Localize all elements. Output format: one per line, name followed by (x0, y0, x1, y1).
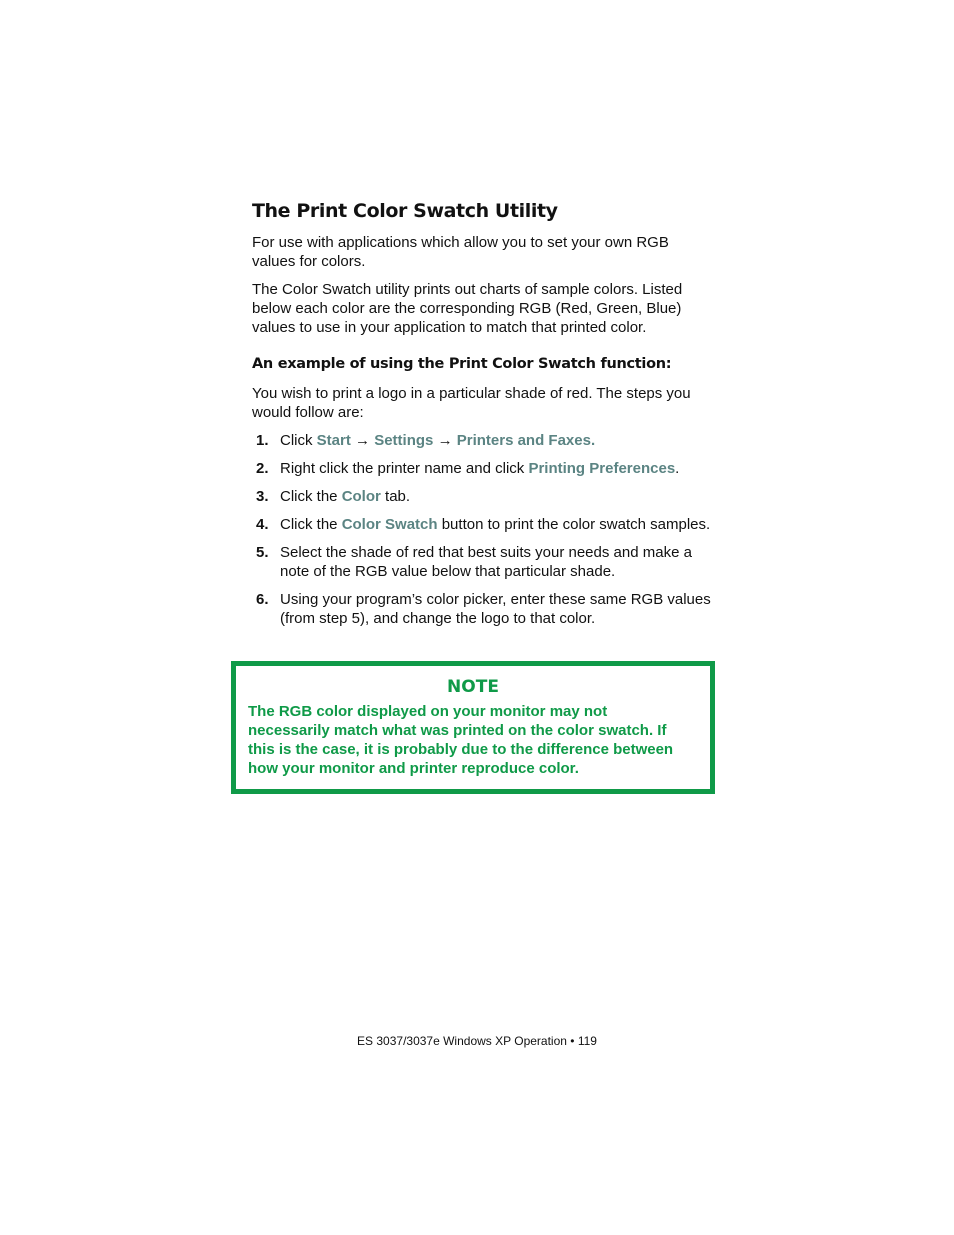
intro-paragraph-2: The Color Swatch utility prints out charts of sample colors. Listed below each color are the corresponding RGB (Red, Green, Blue) values to use in your application to match that printed color. (252, 281, 683, 336)
note-title: NOTE (447, 677, 499, 697)
arrow-icon: → (437, 432, 453, 449)
page-footer: ES 3037/3037e Windows XP Operation • 119 (357, 1034, 597, 1048)
note-body: The RGB color displayed on your monitor may not necessarily match what was printed on the color swatch. If this is the case, it is probably due to the difference between how your monitor and printer reproduce color. (248, 703, 674, 777)
step-text: Click the (280, 488, 342, 505)
step-item-5 (252, 543, 716, 581)
ui-label-color-swatch: Color Swatch (341, 516, 438, 533)
step-item-2 (252, 459, 716, 478)
ui-label-printers-and-faxes: Printers and Faxes. (456, 432, 596, 449)
step-number: 1. (256, 432, 269, 449)
ui-label-color: Color (341, 488, 381, 505)
step-text: Click (280, 432, 317, 449)
step-number: 6. (256, 591, 269, 608)
steps-list (252, 431, 716, 628)
intro-paragraph-1: For use with applications which allow you to set your own RGB values for colors. (252, 234, 669, 270)
ui-label-settings: Settings (374, 432, 434, 449)
ui-label-start: Start (316, 432, 351, 449)
step-item-4 (252, 515, 716, 534)
example-subheading: An example of using the Print Color Swatch function: (252, 356, 672, 372)
step-text-end: . (675, 460, 680, 477)
ui-label-printing-preferences: Printing Preferences (528, 460, 676, 477)
step-item-3 (252, 487, 716, 506)
arrow-icon: → (355, 432, 371, 449)
step-text: Using your program’s color picker, enter these same RGB values (from step 5), and change the logo to that color. (280, 591, 711, 627)
example-intro-paragraph: You wish to print a logo in a particular shade of red. The steps you would follow are: (252, 385, 691, 421)
step-text-end: tab. (380, 488, 411, 505)
step-number: 3. (256, 488, 269, 505)
step-item-6 (252, 590, 716, 628)
step-item-1 (252, 431, 716, 450)
note-box (231, 661, 715, 794)
step-text: Right click the printer name and click (280, 460, 529, 477)
step-number: 4. (256, 516, 269, 533)
step-number: 5. (256, 544, 269, 561)
step-text: Select the shade of red that best suits your needs and make a note of the RGB value below that particular shade. (280, 544, 692, 580)
step-text: Click the (280, 516, 342, 533)
step-text-end: button to print the color swatch samples. (437, 516, 711, 533)
section-heading: The Print Color Swatch Utility (252, 200, 558, 222)
step-number: 2. (256, 460, 269, 477)
page-content (252, 199, 716, 637)
